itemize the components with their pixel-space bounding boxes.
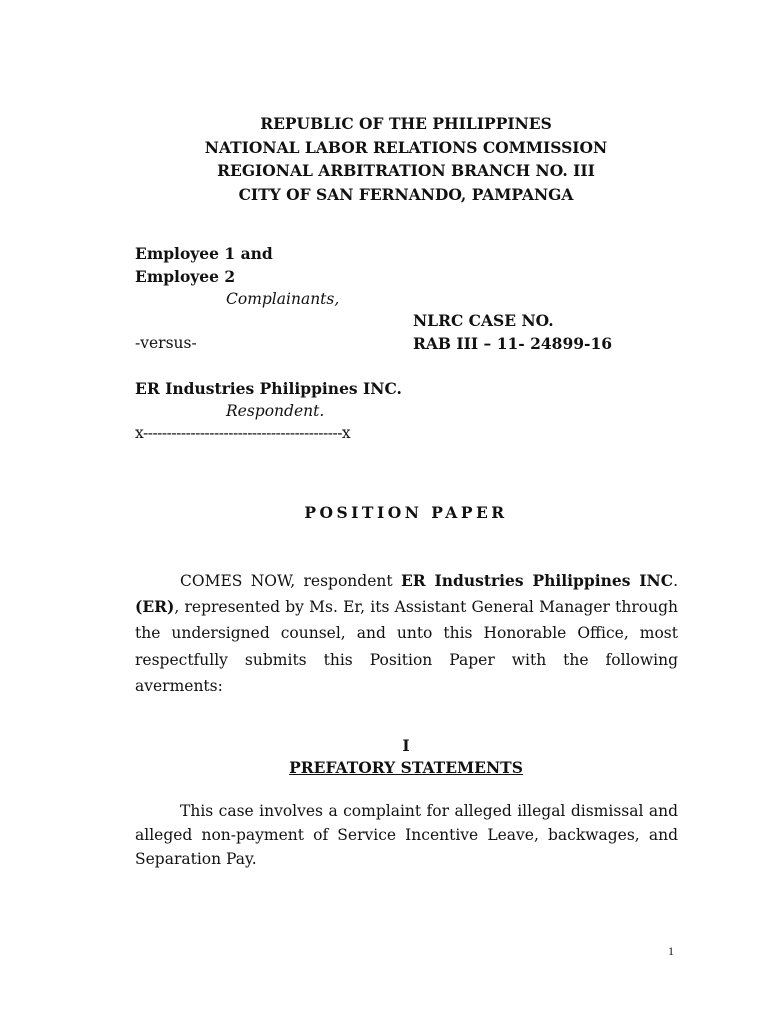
header-line-branch: REGIONAL ARBITRATION BRANCH NO. III [217,161,595,180]
document-title: POSITION PAPER [304,503,508,522]
intro-company: ER Industries Philippines INC [400,571,674,590]
header-line-commission: NATIONAL LABOR RELATIONS COMMISSION [204,137,608,157]
intro-abbreviation: (ER) [135,597,175,617]
complainant-1: Employee 1 and [135,244,273,263]
respondent-name: ER Industries Philippines INC. [135,379,402,398]
intro-paragraph [135,568,678,699]
versus-label: -versus- [135,334,197,352]
intro-lead: COMES NOW, respondent [180,572,401,590]
document-header [0,112,768,206]
intro-dot: . [673,572,678,590]
section-numeral: I [402,736,410,755]
header-line-city: CITY OF SAN FERNANDO, PAMPANGA [238,184,574,204]
page-number: 1 [668,944,674,958]
caption-separator: x------------------------------------------x [135,424,351,442]
section-heading: PREFATORY STATEMENTS [289,758,523,777]
respondent-label: Respondent. [226,402,325,420]
complainants-label: Complainants, [226,290,340,308]
prefatory-paragraph: This case involves a complaint for alleged illegal dismissal and alleged non-payment of Service Incentive Leave, backwages, and Separation Pay. [135,802,678,868]
intro-rest: , represented by Ms. Er, its Assistant General Manager through the undersigned counsel, and unto this Honorable Office, most respectfully submits this Position Paper with the following averments: [135,598,678,695]
complainant-2: Employee 2 [135,267,236,286]
header-line-republic: REPUBLIC OF THE PHILIPPINES [260,114,552,133]
case-number-label: NLRC CASE NO. [413,311,554,330]
case-number: RAB III – 11- 24899-16 [413,334,613,353]
